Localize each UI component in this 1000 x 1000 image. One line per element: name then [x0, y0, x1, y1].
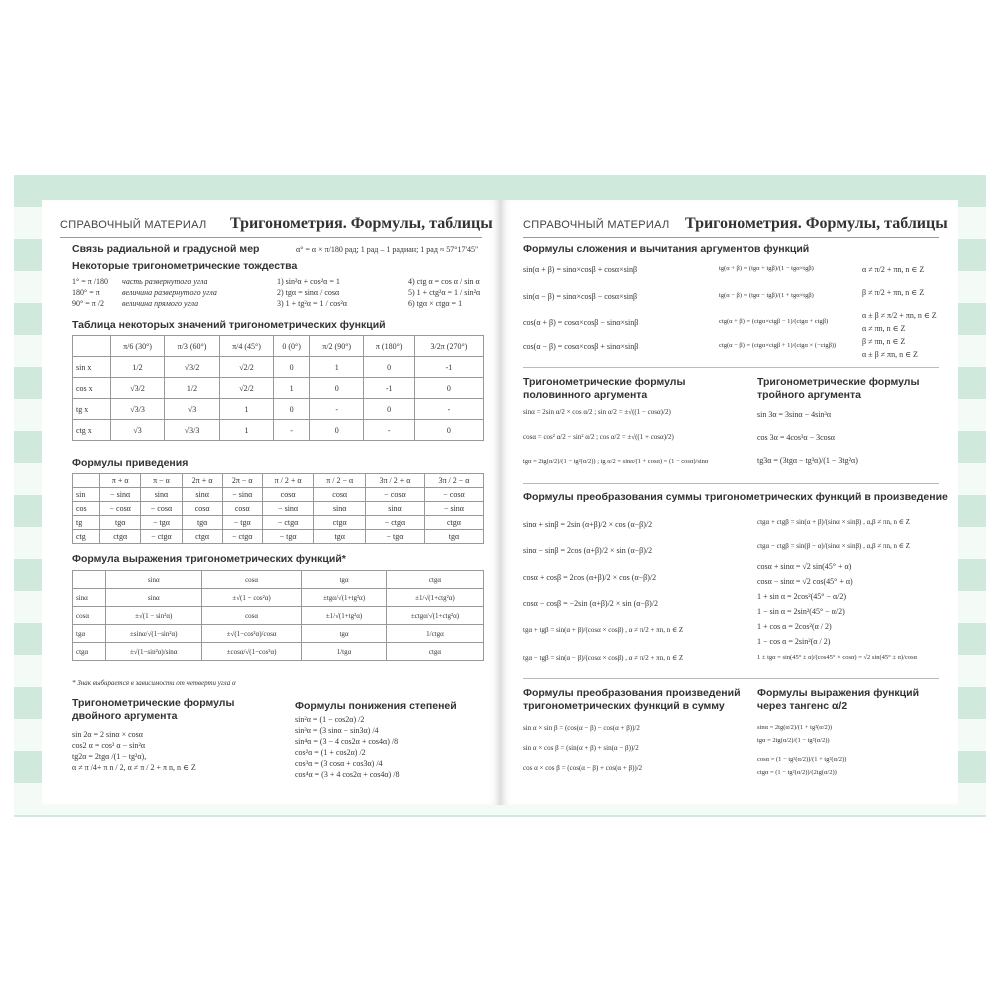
table-header-cell: cosα	[202, 571, 302, 589]
table-cell: -	[274, 420, 310, 441]
table-header-cell: π (180°)	[364, 336, 414, 357]
table-header-cell: 3π / 2 + α	[366, 474, 425, 488]
table-row	[73, 378, 484, 399]
table-cell: 0	[309, 378, 363, 399]
table-cell: ctgα	[100, 530, 141, 544]
table-header-cell: π / 2 − α	[314, 474, 366, 488]
reduction-table-title: Формулы приведения	[72, 457, 189, 469]
table-cell: 0	[309, 420, 363, 441]
prod-line-2: sin α × cos β = (sin(α + β) + sin(α − β))/2	[523, 744, 639, 752]
table-cell: ±ctgα/√(1+ctg²α)	[386, 607, 483, 625]
table-header-cell	[73, 474, 100, 488]
addition-ctg-1: ctg(α + β) = (ctgα×ctgβ − 1)/(ctgα + ctgβ)	[719, 318, 829, 325]
table-cell: 1/2	[165, 378, 219, 399]
table-row	[73, 625, 484, 643]
table-header-cell	[73, 336, 111, 357]
table-cell: 1/tgα	[302, 643, 387, 661]
table-header-cell: tgα	[302, 571, 387, 589]
table-cell: − ctgα	[262, 516, 314, 530]
addition-tg-1: tg(α + β) = (tgα + tgβ)/(1 − tgα×tgβ)	[719, 265, 814, 272]
power-line-2: sin³α = (3 sinα − sin3α) /4	[295, 726, 379, 735]
tan-half-line-4: ctgα = (1 − tg²(α/2))/(2tg(α/2))	[757, 769, 837, 776]
table-cell: -	[309, 399, 363, 420]
addition-cond-4: α ≠ πn, n ∈ Z	[862, 324, 906, 333]
table-cell: -	[414, 399, 483, 420]
table-cell: ±tgα/√(1+tg²α)	[302, 589, 387, 607]
table-row	[73, 589, 484, 607]
table-cell: ±√(1−cos²α)/cosα	[202, 625, 302, 643]
table-cell: 1/2	[110, 357, 164, 378]
table-cell: √2/2	[219, 378, 273, 399]
table-cell: tgα	[182, 516, 222, 530]
table-cell: − sinα	[100, 488, 141, 502]
table-cell: 0	[364, 399, 414, 420]
table-row-header: ctg	[73, 530, 100, 544]
table-cell: ±√(1−sin²α)/sinα	[106, 643, 202, 661]
table-cell: tgα	[100, 516, 141, 530]
table-header-cell: π − α	[141, 474, 182, 488]
identity-1: 1) sin²α + cos²α = 1	[277, 277, 340, 286]
table-cell: 0	[274, 399, 310, 420]
table-cell: 0	[274, 357, 310, 378]
divider-3	[523, 678, 939, 679]
table-row	[73, 530, 484, 544]
table-row	[73, 502, 484, 516]
addition-line-1: sin(α + β) = sinα×cosβ + cosα×sinβ	[523, 265, 638, 274]
table-cell: − cosα	[141, 502, 182, 516]
half-arg-title-line1: Тригонометрические формулы	[523, 376, 686, 388]
half-arg-line-3: tgα = 2tg(α/2)/(1 − tg²(α/2)) ; tg α/2 = sinα/(1 + cosα) = (1 − cosα)/sinα	[523, 458, 709, 465]
table-cell: √3/2	[165, 357, 219, 378]
table-cell: √3/3	[110, 399, 164, 420]
divider-2	[523, 483, 939, 484]
express-table-title: Формула выражения тригонометрических функций*	[72, 553, 346, 565]
double-arg-title-line2: двойного аргумента	[72, 710, 178, 722]
identity-5: 5) 1 + ctg²α = 1 / sin²α	[408, 288, 481, 297]
table-cell: tgα	[424, 530, 483, 544]
sum-line-3: cosα + cosβ = 2cos (α+β)/2 × cos (α−β)/2	[523, 573, 657, 582]
table-cell: ±cosα/√(1−cos²α)	[202, 643, 302, 661]
right-page-title: Тригонометрия. Формулы, таблицы	[685, 215, 948, 232]
table-cell: √3	[165, 399, 219, 420]
sum-right-6: 1 − sin α = 2sin²(45° − α/2)	[757, 607, 845, 616]
sum-section-title: Формулы преобразования суммы тригонометрических функций в произведение	[523, 491, 948, 503]
values-table	[72, 335, 484, 441]
table-cell: − tgα	[262, 530, 314, 544]
table-cell: 1	[309, 357, 363, 378]
table-cell: cosα	[222, 502, 262, 516]
addition-tg-2: tg(α − β) = (tgα − tgβ)/(1 + tgα×tgβ)	[719, 292, 814, 299]
table-header-cell: ctgα	[386, 571, 483, 589]
express-footnote: * Знак выбирается в зависимости от четверти угла α	[72, 679, 236, 687]
identity-6: 6) tgα × ctgα = 1	[408, 299, 463, 308]
addition-cond-3: α ± β ≠ π/2 + πn, n ∈ Z	[862, 311, 937, 320]
table-header-row	[73, 571, 484, 589]
sum-line-6: tgα − tgβ = sin(α − β)/(cosα × cosβ) , α ≠ π/2 + πn, n ∈ Z	[523, 654, 684, 662]
left-header-label: СПРАВОЧНЫЙ МАТЕРИАЛ	[60, 219, 207, 231]
table-cell: cosα	[262, 488, 314, 502]
table-row-header: sinα	[73, 589, 106, 607]
tan-half-line-2: tgα = 2tg(α/2)/(1 − tg²(α/2))	[757, 737, 830, 744]
table-cell: ±sinα/√(1−sin²α)	[106, 625, 202, 643]
identity-degree-desc: часть развернутого угла	[122, 277, 208, 286]
sum-right-2: ctgα − ctgβ = sin(β − α)/(sinα × sinβ) , α,β ≠ πn, n ∈ Z	[757, 542, 910, 550]
table-cell: -	[364, 420, 414, 441]
right-header-label: СПРАВОЧНЫЙ МАТЕРИАЛ	[523, 219, 670, 231]
power-line-1: sin²α = (1 − cos2α) /2	[295, 715, 365, 724]
sum-right-7: 1 + cos α = 2cos²(α / 2)	[757, 622, 832, 631]
table-header-cell: π + α	[100, 474, 141, 488]
power-line-3: sin⁴α = (3 − 4 cos2α + cos4α) /8	[295, 737, 399, 746]
addition-line-4: cos(α − β) = cosα×cosβ + sinα×sinβ	[523, 342, 639, 351]
tan-half-title-line2: через тангенс α/2	[757, 700, 848, 712]
left-page	[42, 200, 501, 805]
double-arg-line-2: cos2 α = cos² α − sin²α	[72, 741, 146, 750]
table-cell: cosα	[202, 607, 302, 625]
table-cell: − cosα	[100, 502, 141, 516]
triple-arg-line-2: cos 3α = 4cos³α − 3cosα	[757, 433, 835, 442]
table-header-cell: π/6 (30°)	[110, 336, 164, 357]
table-cell: − cosα	[366, 488, 425, 502]
table-cell: cosα	[182, 502, 222, 516]
table-cell: ctgα	[386, 643, 483, 661]
table-cell: ±1/√(1+ctg²α)	[386, 589, 483, 607]
table-row-header: tg	[73, 516, 100, 530]
table-row	[73, 488, 484, 502]
tan-half-line-3: cosα = (1 − tg²(α/2))/(1 + tg²(α/2))	[757, 756, 847, 763]
identity-180-desc: величина развернутого угла	[122, 288, 217, 297]
table-cell: 1/ctgα	[386, 625, 483, 643]
table-header-row	[73, 474, 484, 488]
rad-section-title: Связь радиальной и градусной мер	[72, 243, 260, 255]
table-cell: √3/2	[110, 378, 164, 399]
table-row-header: ctgα	[73, 643, 106, 661]
sum-line-5: tgα + tgβ = sin(α + β)/(cosα × cosβ) , α ≠ π/2 + πn, n ∈ Z	[523, 626, 684, 634]
table-cell: − tgα	[141, 516, 182, 530]
table-row-header: cos x	[73, 378, 111, 399]
table-cell: − sinα	[424, 502, 483, 516]
express-table	[72, 570, 484, 661]
tan-half-line-1: sinα = 2tg(α/2)/(1 + tg²(α/2))	[757, 724, 833, 731]
values-table-title: Таблица некоторых значений тригонометрических функций	[72, 319, 386, 331]
half-arg-line-1: sinα = 2sin α/2 × cos α/2 ; sin α/2 = ±√((1 − cosα)/2)	[523, 408, 671, 416]
table-header-cell	[73, 571, 106, 589]
table-cell: ctgα	[314, 516, 366, 530]
identity-180: 180° = π	[72, 288, 100, 297]
table-header-cell: π/3 (60°)	[165, 336, 219, 357]
prod-line-3: cos α × cos β = (cos(α − β) + cos(α + β))/2	[523, 764, 643, 772]
power-line-4: cos²α = (1 + cos2α) /2	[295, 748, 366, 757]
table-row	[73, 516, 484, 530]
rad-formula: α° = α × π/180 рад; 1 рад – 1 радиан; 1 рад ≈ 57°17'45"	[296, 245, 479, 254]
addition-cond-5: β ≠ πn, n ∈ Z	[862, 337, 906, 346]
table-cell: 1	[219, 420, 273, 441]
double-arg-line-3: tg2α = 2tgα /(1 − tg²α),	[72, 752, 147, 761]
table-header-row	[73, 336, 484, 357]
table-cell: − cosα	[424, 488, 483, 502]
table-row	[73, 357, 484, 378]
triple-arg-title-line1: Тригонометрические формулы	[757, 376, 920, 388]
table-cell: cosα	[314, 488, 366, 502]
addition-cond-6: α ± β ≠ πn, n ∈ Z	[862, 350, 918, 359]
table-cell: sinα	[182, 488, 222, 502]
sum-line-1: sinα + sinβ = 2sin (α+β)/2 × cos (α−β)/2	[523, 520, 653, 529]
double-arg-line-4: α ≠ π /4+ π n / 2, α ≠ π / 2 + π n, n ∈ Z	[72, 763, 196, 772]
table-cell: tgα	[302, 625, 387, 643]
right-page	[501, 200, 958, 805]
sum-right-5: 1 + sin α = 2cos²(45° − α/2)	[757, 592, 847, 601]
table-header-cell: 2π − α	[222, 474, 262, 488]
identities-section-title: Некоторые тригонометрические тождества	[72, 260, 298, 272]
divider-1	[523, 367, 939, 368]
table-cell: ±1/√(1+tg²α)	[302, 607, 387, 625]
table-row	[73, 399, 484, 420]
identity-2: 2) tgα = sinα / cosα	[277, 288, 340, 297]
table-cell: − ctgα	[366, 516, 425, 530]
sum-right-3: cosα + sinα = √2 sin(45° + α)	[757, 562, 852, 571]
table-header-cell: π/4 (45°)	[219, 336, 273, 357]
table-row-header: sin	[73, 488, 100, 502]
power-line-6: cos⁴α = (3 + 4 cos2α + cos4α) /8	[295, 770, 400, 779]
table-row-header: tg x	[73, 399, 111, 420]
identity-90: 90° = π /2	[72, 299, 104, 308]
table-cell: √3	[110, 420, 164, 441]
table-header-cell: π / 2 + α	[262, 474, 314, 488]
left-page-title: Тригонометрия. Формулы, таблицы	[230, 215, 493, 232]
table-cell: -1	[364, 378, 414, 399]
table-row-header: cos	[73, 502, 100, 516]
addition-ctg-2: ctg(α − β) = (ctgα×ctgβ + 1)/(ctgα × (−ctgβ))	[719, 342, 837, 349]
table-cell: √3/3	[165, 420, 219, 441]
identity-degree: 1° = π /180	[72, 277, 108, 286]
table-cell: − tgα	[366, 530, 425, 544]
table-cell: ctgα	[182, 530, 222, 544]
table-cell: − sinα	[222, 488, 262, 502]
table-header-cell: 0 (0°)	[274, 336, 310, 357]
table-row-header: ctg x	[73, 420, 111, 441]
table-row-header: tgα	[73, 625, 106, 643]
reduction-table	[72, 473, 484, 544]
table-cell: sinα	[314, 502, 366, 516]
left-header-rule	[60, 237, 482, 238]
table-cell: ±√(1 − cos²α)	[202, 589, 302, 607]
table-cell: √2/2	[219, 357, 273, 378]
double-arg-line-1: sin 2α = 2 sinα × cosα	[72, 730, 143, 739]
prod-line-1: sin α × sin β = (cos(α − β) − cos(α + β))/2	[523, 724, 640, 732]
table-cell: -1	[414, 357, 483, 378]
prod-title-line2: тригонометрических функций в сумму	[523, 700, 725, 712]
table-cell: − ctgα	[222, 530, 262, 544]
triple-arg-line-1: sin 3α = 3sinα − 4sin³α	[757, 410, 832, 419]
table-row	[73, 643, 484, 661]
table-row-header: sin x	[73, 357, 111, 378]
sum-line-2: sinα − sinβ = 2cos (α+β)/2 × sin (α−β)/2	[523, 546, 653, 555]
sum-right-4: cosα − sinα = √2 cos(45° + α)	[757, 577, 853, 586]
table-row-header: cosα	[73, 607, 106, 625]
addition-cond-1: α ≠ π/2 + πn, n ∈ Z	[862, 265, 925, 274]
power-line-5: cos³α = (3 cosα + cos3α) /4	[295, 759, 383, 768]
table-cell: − sinα	[262, 502, 314, 516]
table-row	[73, 420, 484, 441]
table-header-cell: π/2 (90°)	[309, 336, 363, 357]
identity-90-desc: величина прямого угла	[122, 299, 199, 308]
triple-arg-line-3: tg3α = (3tgα − tg³α)/(1 − 3tg²α)	[757, 456, 858, 465]
tan-half-title-line1: Формулы выражения функций	[757, 687, 920, 699]
table-header-cell: sinα	[106, 571, 202, 589]
identity-4: 4) ctg α = cos α / sin α	[408, 277, 480, 286]
table-cell: − ctgα	[141, 530, 182, 544]
sum-line-4: cosα − cosβ = −2sin (α+β)/2 × sin (α−β)/2	[523, 599, 658, 608]
table-header-cell: 3π / 2 − α	[424, 474, 483, 488]
addition-line-2: sin(α − β) = sinα×cosβ − cosα×sinβ	[523, 292, 638, 301]
right-header-rule	[523, 237, 939, 238]
addition-cond-2: β ≠ π/2 + πn, n ∈ Z	[862, 288, 925, 297]
prod-title-line1: Формулы преобразования произведений	[523, 687, 741, 699]
table-cell: sinα	[366, 502, 425, 516]
triple-arg-title-line2: тройного аргумента	[757, 389, 862, 401]
table-cell: 1	[274, 378, 310, 399]
double-arg-title-line1: Тригонометрические формулы	[72, 697, 235, 709]
half-arg-line-2: cosα = cos² α/2 − sin² α/2 ; cos α/2 = ±√((1 + cosα)/2)	[523, 433, 674, 441]
table-cell: 0	[414, 420, 483, 441]
table-cell: − tgα	[222, 516, 262, 530]
table-cell: 0	[364, 357, 414, 378]
table-cell: ±√(1 − sin²α)	[106, 607, 202, 625]
addition-section-title: Формулы сложения и вычитания аргументов функций	[523, 243, 810, 255]
table-cell: 1	[219, 399, 273, 420]
table-cell: sinα	[106, 589, 202, 607]
sum-right-1: ctgα + ctgβ = sin(α + β)/(sinα × sinβ) , α,β ≠ πn, n ∈ Z	[757, 518, 910, 526]
half-arg-title-line2: половинного аргумента	[523, 389, 648, 401]
table-cell: sinα	[141, 488, 182, 502]
table-row	[73, 607, 484, 625]
power-reduction-title: Формулы понижения степеней	[295, 700, 457, 712]
table-header-cell: 2π + α	[182, 474, 222, 488]
identity-3: 3) 1 + tg²α = 1 / cos²α	[277, 299, 347, 308]
table-header-cell: 3/2π (270°)	[414, 336, 483, 357]
sum-right-8: 1 − cos α = 2sin²(α / 2)	[757, 637, 831, 646]
table-cell: tgα	[314, 530, 366, 544]
addition-line-3: cos(α + β) = cosα×cosβ − sinα×sinβ	[523, 318, 639, 327]
table-cell: ctgα	[424, 516, 483, 530]
sum-right-9: 1 ± tgα = sin(45° ± α)/(cos45° × cosα) = √2 sin(45° ± α)/cosα	[757, 654, 918, 661]
table-cell: 0	[414, 378, 483, 399]
